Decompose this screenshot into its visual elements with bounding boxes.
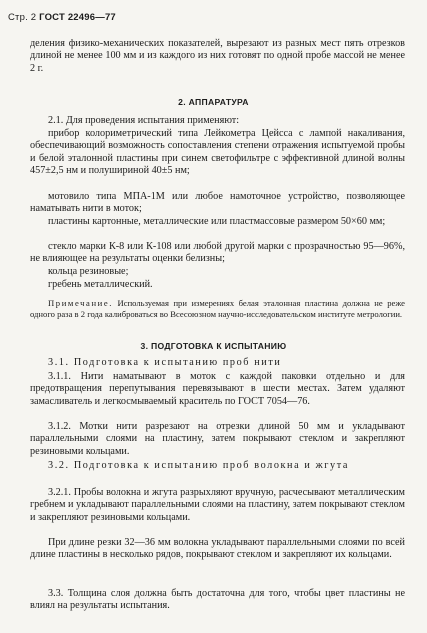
item-glass: стекло марки К-8 или К-108 или любой другой марки с прозрачностью 95—96%, не влияющее на результаты оценки белизны;	[30, 241, 405, 265]
paragraph-3-2: 3.2. Подготовка к испытанию проб волокна и жгута	[48, 460, 349, 471]
page-header	[8, 12, 116, 23]
intro-paragraph: деления физико-механических показателей, вырезают из разных мест пять отрезков длиной не менее 100 мм и из каждого из них готовят по одной пробе массой не менее 2 г.	[30, 38, 405, 74]
standard-number: ГОСТ 22496—77	[39, 12, 116, 23]
paragraph-3-3: 3.3. Толщина слоя должна быть достаточна для того, чтобы цвет пластины не влиял на результаты испытания.	[30, 588, 405, 612]
paragraph-3-2-1: 3.2.1. Пробы волокна и жгута разрыхляют вручную, расчесывают металлическим гребнем и укладывают параллельными слоями на пластину, затем покрывают стеклом и закрепляют резиновыми кольцами.	[30, 487, 405, 523]
item-comb: гребень металлический.	[48, 279, 153, 290]
item-reel: мотовило типа МПА-1М или любое намоточное устройство, позволяющее наматывать нити в моток;	[30, 191, 405, 215]
paragraph-3-1-2: 3.1.2. Мотки нити разрезают на отрезки длиной 50 мм и укладывают параллельными слоями на пластину, затем покрывают стеклом и закрепляют резиновыми кольцами.	[30, 421, 405, 457]
paragraph-3-2-1-b: При длине резки 32—36 мм волокна укладывают параллельными слоями по всей длине пластины в несколько рядов, покрывают стеклом и закрепляют их кольцами.	[30, 537, 405, 561]
paragraph-2-1: 2.1. Для проведения испытания применяют:	[48, 115, 240, 126]
item-colorimeter: прибор колориметрический типа Лейкометра Цейсса с лампой накаливания, обеспечивающий возможность сопоставления степени отражения испытуемой пробы и белой эталонной пластины при синем светофильтре с эффективной длиной волны 457±2,5 нм и полушириной 40±5 нм;	[30, 128, 405, 176]
section-2-heading: 2. АППАРАТУРА	[178, 97, 249, 107]
note	[30, 298, 405, 319]
item-rings: кольца резиновые;	[48, 266, 129, 277]
paragraph-3-1: 3.1. Подготовка к испытанию проб нити	[48, 357, 282, 368]
section-3-heading: 3. ПОДГОТОВКА К ИСПЫТАНИЮ	[140, 341, 287, 351]
item-plates: пластины картонные, металлические или пластмассовые размером 50×60 мм;	[48, 216, 386, 227]
page-number: Стр. 2	[8, 12, 37, 23]
note-text: Используемая при измерениях белая эталонная пластина должна не реже одного раза в 2 года калиброваться во Всесоюзном научно-исследовательском институте метрологии.	[30, 298, 405, 319]
paragraph-3-1-1: 3.1.1. Нити наматывают в моток с каждой паковки отдельно и для предотвращения перепутывания перевязывают в шести местах. Затем удаляют замасливатель и легкосмываемый краситель по ГОСТ 7054—76.	[30, 371, 405, 407]
note-label: Примечание.	[48, 298, 114, 308]
